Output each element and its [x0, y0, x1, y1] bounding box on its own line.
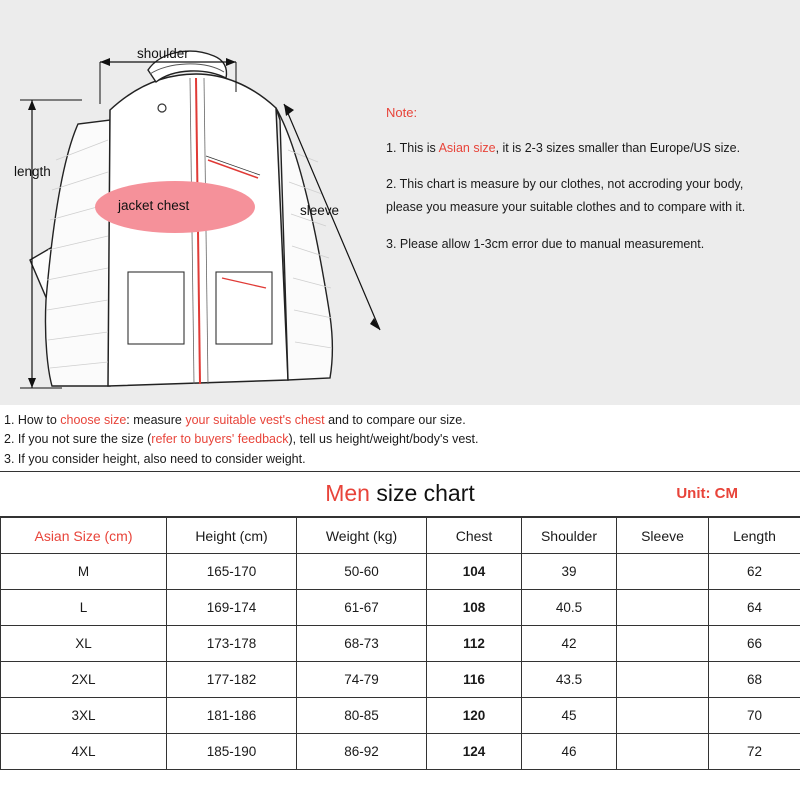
howto-2-red: refer to buyers' feedback — [151, 432, 289, 447]
howto-2-b: ), tell us height/weight/body's vest. — [288, 432, 479, 447]
table-row — [1, 590, 800, 626]
cell-length: 70 — [709, 698, 800, 734]
header-shoulder: Shoulder — [522, 518, 617, 554]
cell-size: M — [1, 554, 167, 590]
cell-shoulder: 46 — [522, 734, 617, 770]
howto-line-1 — [4, 411, 800, 430]
size-chart-header — [0, 471, 800, 517]
cell-length: 72 — [709, 734, 800, 770]
cell-size: L — [1, 590, 167, 626]
howto-1-a: 1. How to — [4, 413, 61, 427]
cell-chest: 120 — [427, 698, 522, 734]
cell-size: XL — [1, 626, 167, 662]
cell-weight: 74-79 — [297, 662, 427, 698]
size-chart — [0, 471, 800, 770]
cell-sleeve — [617, 662, 709, 698]
label-jacket-chest: jacket chest — [118, 198, 190, 213]
size-table — [0, 517, 800, 770]
cell-size: 2XL — [1, 662, 167, 698]
cell-sleeve — [617, 698, 709, 734]
cell-weight: 80-85 — [297, 698, 427, 734]
note-line-1 — [386, 140, 786, 157]
table-row — [1, 662, 800, 698]
cell-size: 4XL — [1, 734, 167, 770]
cell-height: 169-174 — [167, 590, 297, 626]
cell-chest: 108 — [427, 590, 522, 626]
cell-chest: 104 — [427, 554, 522, 590]
cell-weight: 50-60 — [297, 554, 427, 590]
table-header-row — [1, 518, 800, 554]
header-weight: Weight (kg) — [297, 518, 427, 554]
cell-height: 173-178 — [167, 626, 297, 662]
howto-1-b: : measure — [126, 413, 186, 427]
label-length: length — [14, 164, 51, 179]
cell-sleeve — [617, 554, 709, 590]
note-2-a: 2. This chart is measure by our clothes, not accroding your body, — [386, 177, 744, 192]
table-row — [1, 554, 800, 590]
label-shoulder: shoulder — [137, 46, 189, 61]
note-1-post: , it is 2-3 sizes smaller than Europe/US size. — [495, 140, 741, 155]
note-block — [386, 104, 786, 253]
cell-shoulder: 40.5 — [522, 590, 617, 626]
cell-shoulder: 42 — [522, 626, 617, 662]
cell-height: 177-182 — [167, 662, 297, 698]
header-height: Height (cm) — [167, 518, 297, 554]
header-chest: Chest — [427, 518, 522, 554]
cell-length: 64 — [709, 590, 800, 626]
note-line-3: 3. Please allow 1-3cm error due to manual measurement. — [386, 237, 705, 252]
howto-block — [0, 405, 800, 471]
cell-sleeve — [617, 626, 709, 662]
cell-size: 3XL — [1, 698, 167, 734]
header-sleeve: Sleeve — [617, 518, 709, 554]
cell-shoulder: 39 — [522, 554, 617, 590]
cell-height: 165-170 — [167, 554, 297, 590]
cell-length: 68 — [709, 662, 800, 698]
note-line-2 — [386, 176, 786, 216]
header-asian-size: Asian Size (cm) — [1, 518, 167, 554]
table-row — [1, 698, 800, 734]
howto-1-red2: your suitable vest's chest — [185, 413, 325, 427]
table-row — [1, 734, 800, 770]
cell-length: 62 — [709, 554, 800, 590]
howto-1-red1: choose size — [60, 413, 127, 427]
cell-height: 185-190 — [167, 734, 297, 770]
cell-sleeve — [617, 590, 709, 626]
cell-shoulder: 45 — [522, 698, 617, 734]
unit-label: Unit: CM — [676, 485, 738, 502]
cell-chest: 116 — [427, 662, 522, 698]
cell-weight: 68-73 — [297, 626, 427, 662]
table-row — [1, 626, 800, 662]
howto-line-2 — [4, 430, 800, 449]
cell-chest: 124 — [427, 734, 522, 770]
title-size-chart: size chart — [369, 480, 475, 506]
howto-2-a: 2. If you not sure the size ( — [4, 432, 152, 447]
note-1-highlight: Asian size — [438, 140, 496, 155]
note-title: Note: — [386, 105, 418, 120]
label-sleeve: sleeve — [300, 203, 340, 218]
cell-weight: 61-67 — [297, 590, 427, 626]
cell-length: 66 — [709, 626, 800, 662]
cell-height: 181-186 — [167, 698, 297, 734]
cell-weight: 86-92 — [297, 734, 427, 770]
howto-line-3: 3. If you consider height, also need to consider weight. — [4, 451, 306, 466]
title-men: Men — [325, 480, 370, 506]
howto-1-c: and to compare our size. — [324, 413, 466, 427]
header-length: Length — [709, 518, 800, 554]
cell-shoulder: 43.5 — [522, 662, 617, 698]
cell-sleeve — [617, 734, 709, 770]
note-2-b: please you measure your suitable clothes and to compare with it. — [386, 200, 746, 215]
note-1-pre: 1. This is — [386, 140, 439, 155]
cell-chest: 112 — [427, 626, 522, 662]
